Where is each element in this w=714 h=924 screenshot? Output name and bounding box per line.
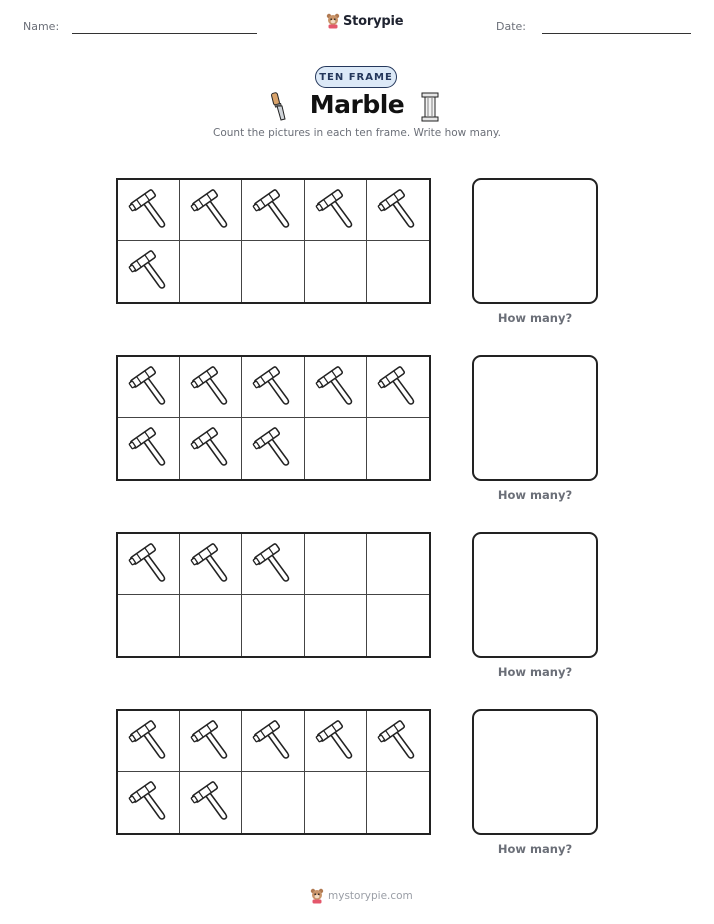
footer [310, 888, 413, 904]
how-many-label: How many? [497, 665, 573, 679]
ten-frame-cell [180, 241, 242, 302]
ten-frame-cell [180, 595, 242, 656]
ten-frame-cell [242, 772, 304, 833]
marble-column-icon [420, 92, 440, 122]
date-label: Date: [496, 20, 526, 33]
ten-frame-cell [305, 595, 367, 656]
ten-frame-cell [305, 418, 367, 479]
ten-frame-cell [180, 180, 242, 241]
brand-name: Storypie [343, 13, 404, 29]
ten-frame-cell [118, 595, 180, 656]
ten-frame-1 [116, 178, 431, 304]
ten-frame-4 [116, 709, 431, 835]
ten-frame-cell [180, 357, 242, 418]
ten-frame-cell [367, 534, 429, 595]
ten-frame-cell [242, 357, 304, 418]
how-many-label: How many? [497, 311, 573, 325]
name-label: Name: [23, 20, 60, 33]
ten-frame-cell [118, 772, 180, 833]
ten-frame-cell [305, 241, 367, 302]
how-many-label: How many? [497, 488, 573, 502]
ten-frame-cell [180, 711, 242, 772]
name-line[interactable] [72, 33, 257, 34]
how-many-label: How many? [497, 842, 573, 856]
date-line[interactable] [542, 33, 691, 34]
ten-frame-cell [180, 772, 242, 833]
ten-frame-2 [116, 355, 431, 481]
ten-frame-cell [367, 241, 429, 302]
ten-frame-cell [367, 772, 429, 833]
ten-frame-cell [367, 357, 429, 418]
ten-frame-cell [242, 180, 304, 241]
bear-mascot-icon [310, 888, 324, 904]
ten-frame-cell [118, 418, 180, 479]
ten-frame-cell [180, 534, 242, 595]
ten-frame-cell [367, 180, 429, 241]
answer-box-2[interactable] [472, 355, 598, 481]
ten-frame-cell [305, 180, 367, 241]
answer-box-1[interactable] [472, 178, 598, 304]
ten-frame-cell [242, 595, 304, 656]
answer-box-4[interactable] [472, 709, 598, 835]
ten-frame-cell [305, 534, 367, 595]
ten-frame-cell [367, 595, 429, 656]
answer-box-3[interactable] [472, 532, 598, 658]
ten-frame-cell [118, 711, 180, 772]
ten-frame-cell [118, 180, 180, 241]
ten-frame-cell [305, 711, 367, 772]
topic-badge: TEN FRAME [315, 66, 397, 88]
ten-frame-cell [118, 241, 180, 302]
ten-frame-cell [242, 534, 304, 595]
page-title: Marble [309, 90, 405, 119]
brand-logo [326, 13, 403, 29]
instructions: Count the pictures in each ten frame. Write how many. [213, 127, 501, 139]
ten-frame-cell [180, 418, 242, 479]
ten-frame-cell [118, 534, 180, 595]
ten-frame-cell [242, 418, 304, 479]
ten-frame-cell [305, 357, 367, 418]
ten-frame-cell [367, 418, 429, 479]
ten-frame-cell [118, 357, 180, 418]
ten-frame-cell [367, 711, 429, 772]
ten-frame-cell [242, 711, 304, 772]
ten-frame-cell [242, 241, 304, 302]
ten-frame-cell [305, 772, 367, 833]
bear-mascot-icon [326, 13, 340, 29]
ten-frame-3 [116, 532, 431, 658]
footer-url[interactable]: mystorypie.com [328, 890, 413, 902]
